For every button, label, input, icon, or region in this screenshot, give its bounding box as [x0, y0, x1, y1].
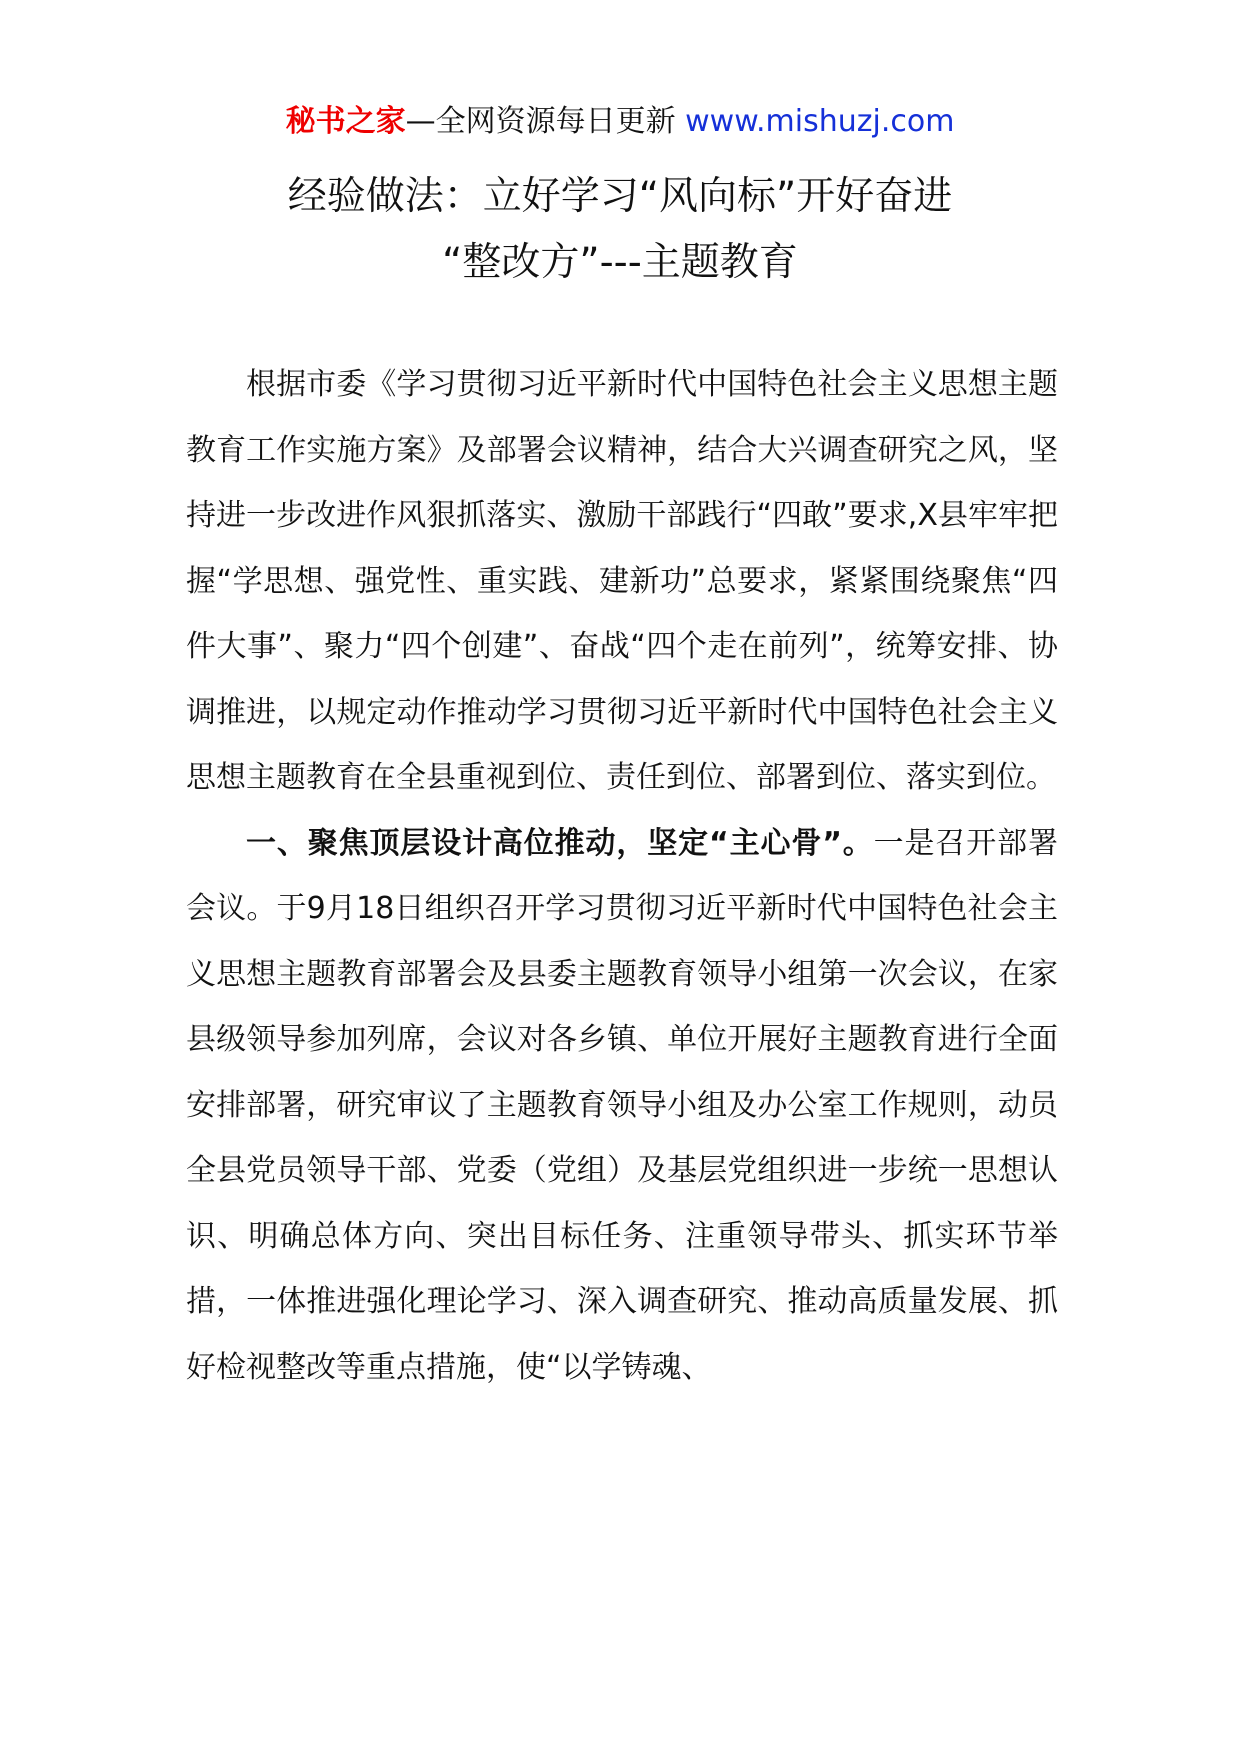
title-line-2: “整改方”---主题教育 [442, 240, 798, 285]
document-body [186, 352, 1058, 1400]
title-line-1: 经验做法：立好学习“风向标”开好奋进 [287, 174, 953, 219]
site-name: 秘书之家 [285, 104, 406, 139]
paragraph-intro [186, 352, 1058, 811]
paragraph-section-1 [186, 811, 1058, 1401]
paragraph-text: 一是召开部署会议。于9月18日组织召开学习贯彻习近平新时代中国特色社会主义思想主题教育部署会及县委主题教育领导小组第一次会议，在家县级领导参加列席，会议对各乡镇、单位开展好主题教育进行全面安排部署，研究审议了主题教育领导小组及办公室工作规则，动员全县党员领导干部、党委（党组）及基层党组织进一步统一思想认识、明确总体方向、突出目标任务、注重领导带头、抓实环节举措，一体推进强化理论学习、深入调查研究、推动高质量发展、抓好检视整改等重点措施，使“以学铸魂、 [186, 825, 1059, 1385]
section-heading: 一、聚焦顶层设计高位推动，坚定“主心骨”。 [246, 825, 874, 861]
site-slogan: —全网资源每日更新 [405, 104, 676, 139]
site-url-link[interactable]: www.mishuzj.com [685, 104, 955, 139]
document-title [0, 164, 1240, 296]
site-header [0, 100, 1240, 144]
paragraph-text: 根据市委《学习贯彻习近平新时代中国特色社会主义思想主题教育工作实施方案》及部署会议精神，结合大兴调查研究之风，坚持进一步改进作风狠抓落实、激励干部践行“四敢”要求,X县牢牢把握“学思想、强党性、重实践、建新功”总要求，紧紧围绕聚焦“四件大事”、聚力“四个创建”、奋战“四个走在前列”，统筹安排、协调推进，以规定动作推动学习贯彻习近平新时代中国特色社会主义思想主题教育在全县重视到位、责任到位、部署到位、落实到位。 [186, 367, 1058, 795]
